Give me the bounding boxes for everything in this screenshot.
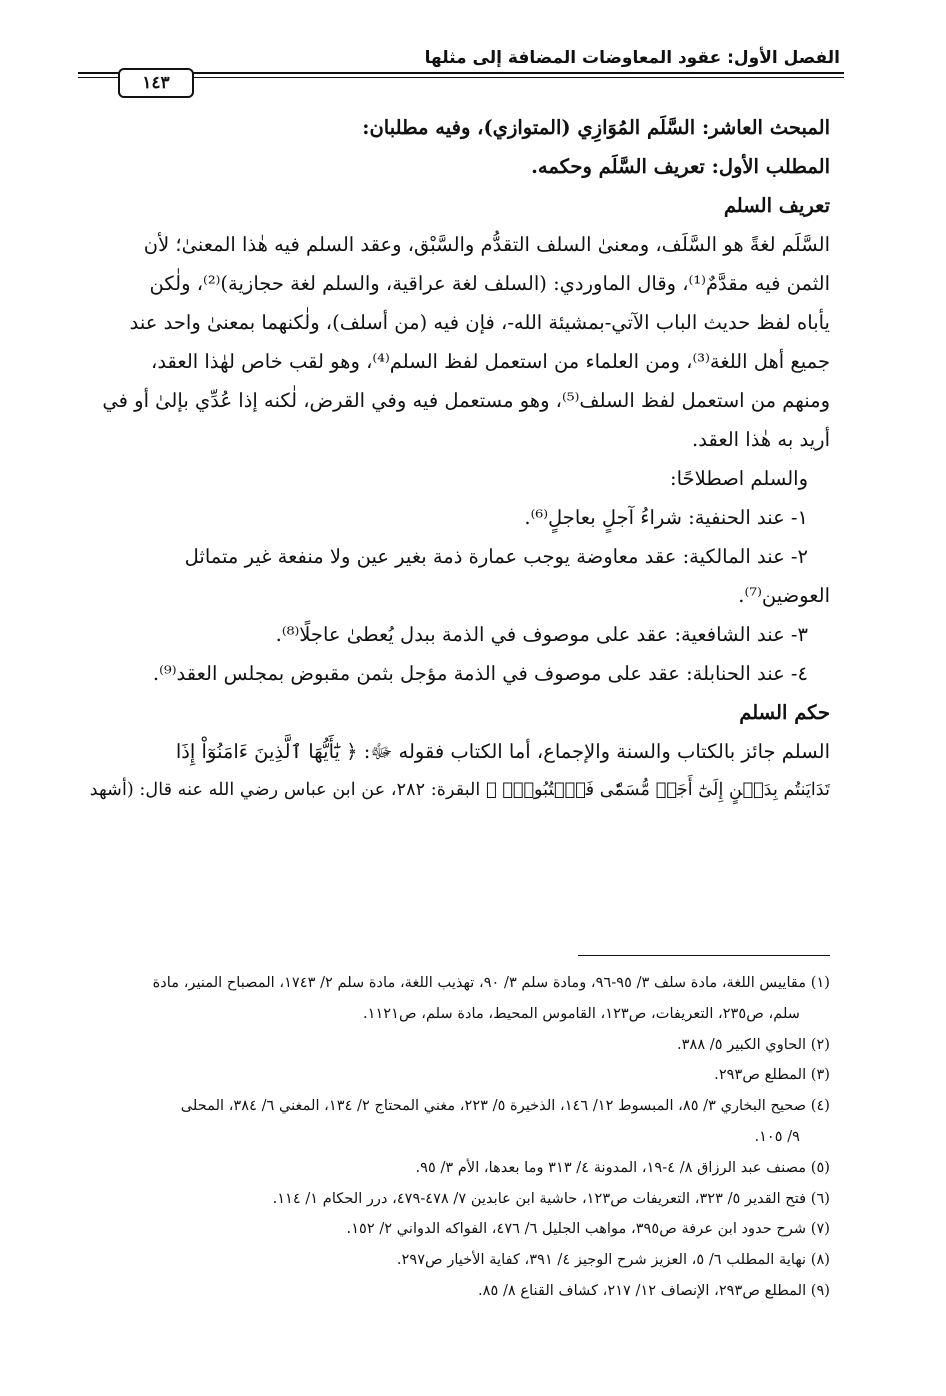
text-line: تَدَايَنتُم بِدَيۡنٍ إِلَىٰٓ أَجَلٖ مُّسَمّٗى فَٱكۡتُبُوهُۚ ﴾ البقرة: ٢٨٢، عن ابن عباس رضي الله عنه قال: (أشهد (89, 780, 830, 800)
text-line: جميع أهل اللغة⁽³⁾، ومن العلماء من استعمل لفظ السلم⁽⁴⁾، وهو لقب خاص لهٰذا العقد، (151, 350, 830, 373)
section-heading: تعريف السلم (723, 194, 830, 217)
text-line: ٤- عند الحنابلة: عقد على موصوف في الذمة مؤجل بثمن مقبوض بمجلس العقد⁽⁹⁾. (152, 662, 808, 685)
footnotes (90, 968, 830, 1307)
text-line: السَّلَم لغةً هو السَّلَف، ومعنىٰ السلف التقدُّم والسَّبْق، وعقد السلم فيه هٰذا المعنىٰ؛ لأن (143, 233, 830, 256)
footnote: (٦) فتح القدير ٥/ ٣٢٣، التعريفات ص١٢٣، حاشية ابن عابدين ٧/ ٤٧٨-٤٧٩، درر الحكام ١/ ١١٤. (272, 1189, 830, 1207)
footnote-rule (578, 955, 830, 956)
footnote: سلم، ص٢٣٥، التعريفات، ص١٢٣، القاموس المحيط، مادة سلم، ص١١٢١. (362, 1004, 800, 1022)
text-line: يأباه لفظ حديث الباب الآتي-بمشيئة الله-، فإن فيه (من أسلف)، ولٰكنهما بمعنىٰ واحد عند (129, 311, 830, 334)
footnote: (٩) المطلع ص٢٩٣، الإنصاف ١٢/ ٢١٧، كشاف القناع ٨/ ٨٥. (478, 1281, 830, 1299)
footnote: (١) مقاييس اللغة، مادة سلف ٣/ ٩٥-٩٦، ومادة سلم ٣/ ٩٠، تهذيب اللغة، مادة سلم ٢/ ١٧٤٣، المصباح المنير، مادة (152, 974, 830, 991)
footnote: (٢) الحاوي الكبير ٥/ ٣٨٨. (677, 1035, 830, 1053)
text-line: ١- عند الحنفية: شراءُ آجلٍ بعاجلٍ⁽⁶⁾. (524, 506, 808, 529)
text-line: ٢- عند المالكية: عقد معاوضة يوجب عمارة ذمة بغير عين ولا منفعة غير متماثل (184, 545, 808, 568)
page-number: ١٤٣ (118, 68, 194, 98)
page-header (80, 44, 840, 74)
running-title: الفصل الأول: عقود المعاوضات المضافة إلى مثلها (424, 48, 840, 68)
text-line: الثمن فيه مقدَّمٌ⁽¹⁾، وقال الماوردي: (السلف لغة عراقية، والسلم لغة حجازية)⁽²⁾، ولٰكن (149, 272, 830, 295)
footnote: (٨) نهاية المطلب ٦/ ٥، العزيز شرح الوجيز ٤/ ٣٩١، كفاية الأخيار ص٢٩٧. (396, 1251, 830, 1269)
section-heading: المطلب الأول: تعريف السَّلَم وحكمه. (531, 155, 830, 178)
footnote: (٧) شرح حدود ابن عرفة ص٣٩٥، مواهب الجليل ٦/ ٤٧٦، الفواكه الدواني ٢/ ١٥٢. (346, 1220, 830, 1238)
text-line: ٣- عند الشافعية: عقد على موصوف في الذمة ببدل يُعطىٰ عاجلًا⁽⁸⁾. (275, 623, 808, 646)
text-line: ومنهم من استعمل لفظ السلف⁽⁵⁾، وهو مستعمل فيه وفي القرض، لٰكنه إذا عُدِّي بإلىٰ أو في (102, 389, 830, 412)
text-line: العوضين⁽⁷⁾. (738, 584, 830, 607)
footnote: (٤) صحيح البخاري ٣/ ٨٥، المبسوط ١٢/ ١٤٦، الذخيرة ٥/ ٢٢٣، مغني المحتاج ٢/ ١٣٤، المغني ٦/ ٣٨٤، المحلى (180, 1097, 830, 1115)
footnote: (٣) المطلع ص٢٩٣. (714, 1066, 830, 1084)
text-line: والسلم اصطلاحًا: (670, 467, 808, 490)
section-heading: حكم السلم (739, 701, 830, 724)
footnote: (٥) مصنف عبد الرزاق ٨/ ٤-١٩، المدونة ٤/ ٣١٣ وما بعدها، الأم ٣/ ٩٥. (415, 1158, 830, 1176)
text-line: أريد به هٰذا العقد. (692, 428, 830, 451)
text-line: السلم جائز بالكتاب والسنة والإجماع، أما الكتاب فقوله ﷻ: ﴿ يَٰٓأَيُّهَا ٱلَّذِينَ ءَامَنُوٓاْ إِذَا (175, 740, 830, 763)
section-heading: المبحث العاشر: السَّلَم المُوَازِي (المتوازي)، وفيه مطلبان: (362, 116, 830, 139)
footnote: ٩/ ١٠٥. (754, 1127, 800, 1145)
main-text (78, 108, 830, 810)
